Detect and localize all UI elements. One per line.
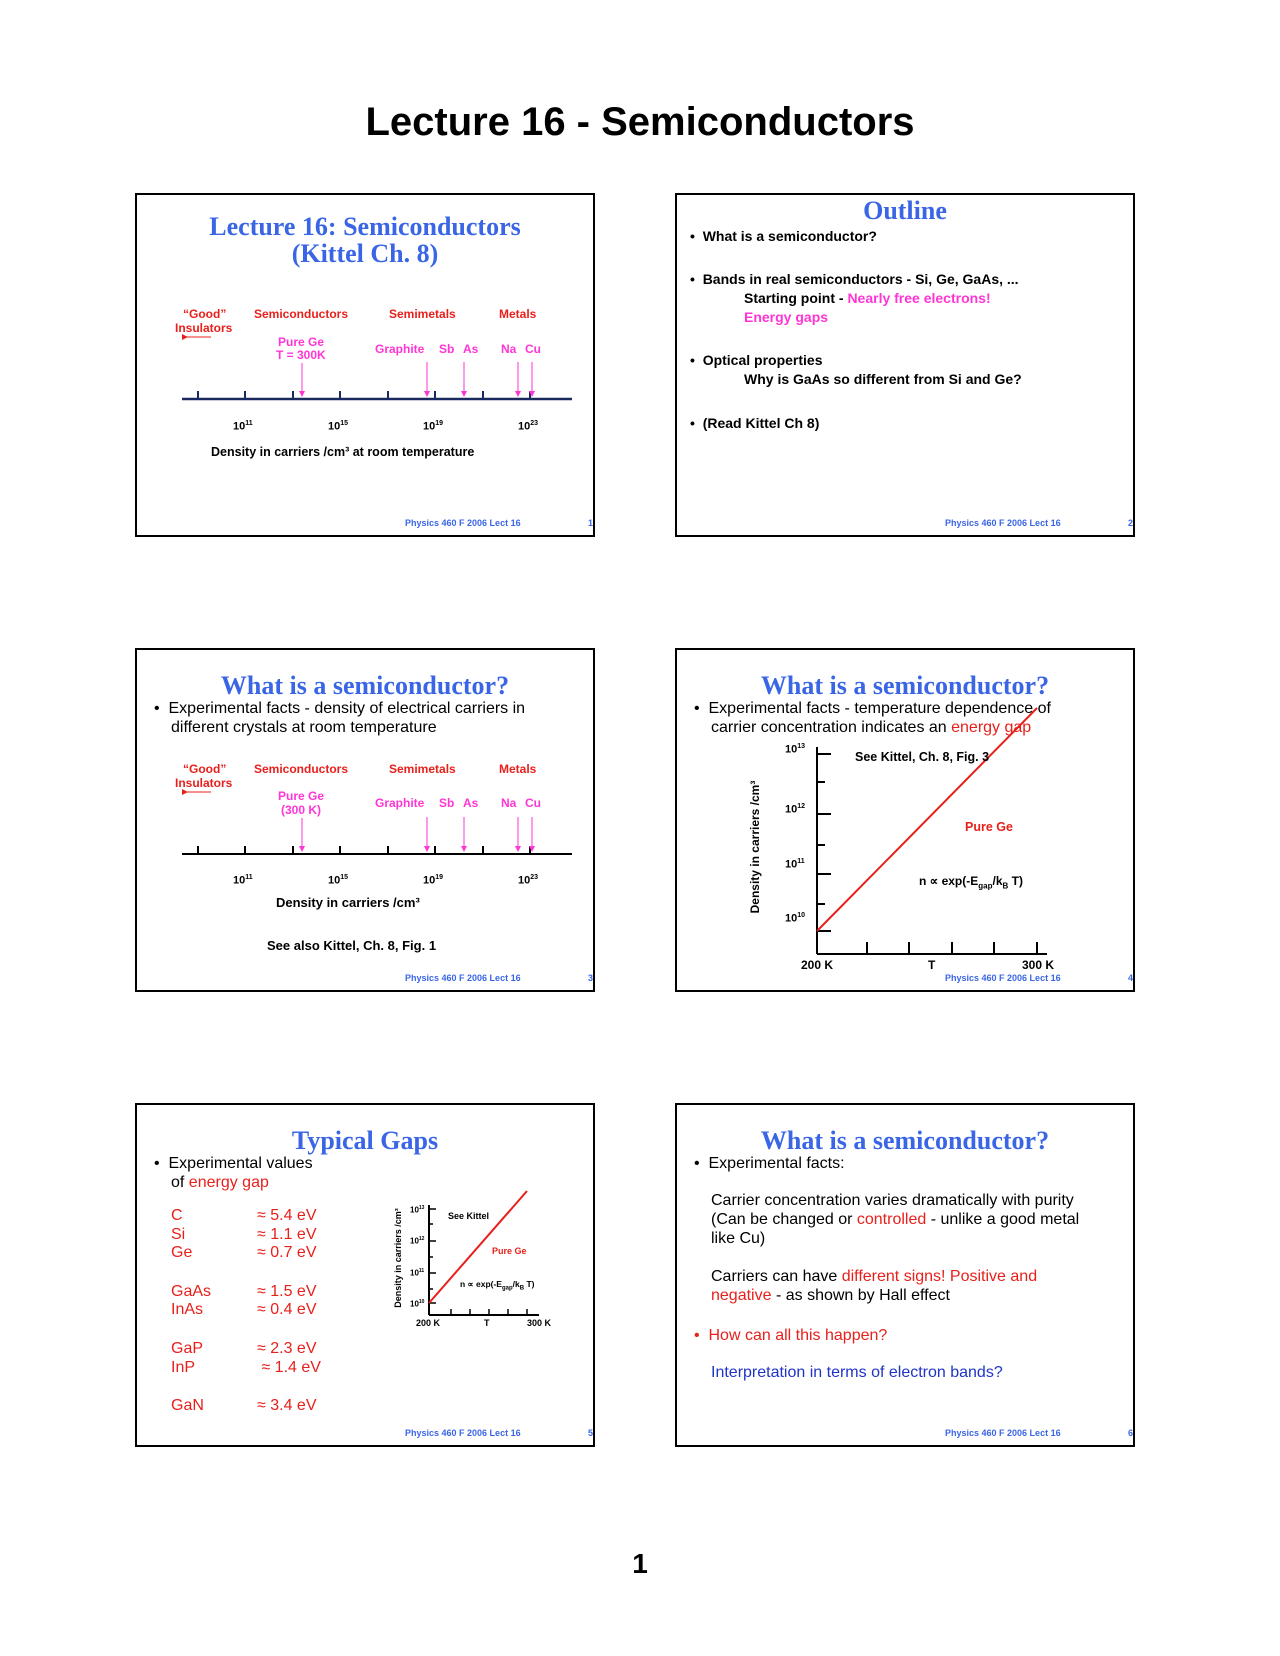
bullet-2: • How can all this happen?	[694, 1327, 888, 1344]
formula-label: $n \propto \exp(-E_{gap}/k_B$ T)	[919, 874, 1023, 891]
para-1-line3: like Cu)	[711, 1230, 766, 1247]
label-semimetals: Semimetals	[389, 307, 456, 321]
density-scale-diagram	[137, 195, 597, 425]
density-scale-diagram	[137, 650, 597, 880]
gap-material-name: GaP	[171, 1340, 204, 1357]
slide-footer: Physics 460 F 2006 Lect 16	[945, 973, 1061, 983]
label-sb: Sb	[439, 796, 455, 810]
label-as: As	[463, 796, 479, 810]
slide-5	[135, 1103, 595, 1447]
mini-x-mid: T	[484, 1318, 490, 1328]
slide-title: What is a semiconductor?	[760, 1126, 1050, 1155]
slide-number: 4	[1128, 973, 1134, 983]
bullet-2-sub2: Energy gaps	[744, 309, 829, 325]
gap-value: ≈ 3.4 eV	[257, 1397, 317, 1414]
gap-material-name: GaAs	[171, 1283, 212, 1300]
slide-number: 6	[1128, 1428, 1134, 1438]
para-1-line1: Carrier concentration varies dramatically with purity	[711, 1192, 1074, 1209]
slide-footer: Physics 460 F 2006 Lect 16	[945, 1428, 1061, 1438]
bullet-3: • Optical properties	[690, 352, 823, 368]
gap-value: ≈ 5.4 eV	[257, 1207, 317, 1224]
mini-y-tick-1e10: $10^{10}$	[410, 1299, 425, 1309]
mini-y-axis-label: Density in carriers /cm³	[393, 1208, 403, 1308]
mini-y-tick-1e12: $10^{12}$	[410, 1236, 425, 1246]
para-2-line1: Carriers can have different signs! Positive and	[711, 1268, 1038, 1285]
label-good: “Good”	[183, 307, 227, 321]
slide-title: Typical Gaps	[291, 1126, 439, 1155]
gap-value: ≈ 0.4 eV	[257, 1301, 317, 1318]
mini-series-label: Pure Ge	[492, 1246, 527, 1256]
mini-see-kittel: See Kittel	[448, 1211, 490, 1221]
slide-footer: Physics 460 F 2006 Lect 16	[405, 1428, 521, 1438]
label-pure-ge: Pure Ge	[278, 335, 325, 349]
bullet-4: • (Read Kittel Ch 8)	[690, 415, 820, 431]
slide-subtitle: (Kittel Ch. 8)	[291, 239, 439, 268]
bullet-1-line2: of energy gap	[171, 1174, 269, 1191]
para-1-line2: (Can be changed or controlled - unlike a good metal	[711, 1211, 1080, 1228]
gap-value: ≈ 1.4 eV	[257, 1359, 321, 1376]
para-3: Interpretation in terms of electron bands?	[711, 1364, 1003, 1381]
gap-material-name: Ge	[171, 1244, 193, 1261]
temperature-dependence-graph	[677, 650, 1137, 994]
page-title: Lecture 16 - Semiconductors	[365, 100, 915, 144]
slide-number: 3	[588, 973, 594, 983]
label-semiconductors: Semiconductors	[254, 762, 349, 776]
label-pure-ge-temp: T = 300K	[276, 348, 326, 362]
y-tick-label-1e13: $10^{13}$	[785, 743, 806, 756]
gap-material-name: C	[171, 1207, 183, 1224]
bullet-1-line2: carrier concentration indicates an energy gap	[711, 719, 1032, 736]
tick-label-1e23: $10^{23}$	[518, 420, 539, 433]
label-semimetals: Semimetals	[389, 762, 456, 776]
x-tick-label-200k: 200 K	[801, 958, 834, 972]
label-good: “Good”	[183, 762, 227, 776]
gap-value: ≈ 1.1 eV	[257, 1226, 317, 1243]
slide-footer: Physics 460 F 2006 Lect 16	[405, 973, 521, 983]
slide-6	[675, 1103, 1135, 1447]
gap-material-name: InAs	[171, 1301, 204, 1318]
mini-x-right: 300 K	[527, 1318, 552, 1328]
slide-title: Outline	[863, 196, 947, 225]
mini-y-tick-1e11: $10^{11}$	[410, 1268, 425, 1278]
label-na: Na	[501, 796, 517, 810]
label-semiconductors: Semiconductors	[254, 307, 349, 321]
axis-label: Density in carriers /cm³ at room temperature	[211, 445, 475, 459]
bullet-3-sub: Why is GaAs so different from Si and Ge?	[744, 371, 1022, 387]
x-axis-label: T	[928, 958, 936, 972]
y-tick-label-1e11: $10^{11}$	[785, 858, 805, 871]
bullet-2-sub: Starting point - Nearly free electrons!	[744, 290, 991, 306]
tick-label-1e15: $10^{15}$	[328, 420, 349, 433]
bullet-1-line1: • Experimental values	[154, 1155, 313, 1172]
tick-label-1e11: $10^{11}$	[233, 420, 253, 433]
gap-material-name: GaN	[171, 1397, 204, 1414]
slide-number: 5	[588, 1428, 594, 1438]
bullet-1-line1: • Experimental facts - density of electrical carriers in	[154, 700, 526, 717]
gap-material-name: Si	[171, 1226, 186, 1243]
slide-footer: Physics 460 F 2006 Lect 16	[405, 518, 521, 528]
y-tick-label-1e12: $10^{12}$	[785, 803, 806, 816]
slide-3	[135, 648, 595, 992]
bullet-1-line1: • Experimental facts - temperature dependence of	[694, 700, 1051, 717]
gap-value: ≈ 1.5 eV	[257, 1283, 317, 1300]
mini-temperature-graph	[137, 1105, 597, 1449]
bullet-1-line2: different crystals at room temperature	[171, 719, 437, 736]
label-pure-ge-temp: (300 K)	[281, 803, 322, 817]
label-sb: Sb	[439, 342, 455, 356]
label-graphite: Graphite	[375, 796, 425, 810]
tick-label-1e19: $10^{19}$	[423, 874, 444, 887]
label-metals: Metals	[499, 762, 537, 776]
label-cu: Cu	[525, 342, 541, 356]
tick-label-1e23: $10^{23}$	[518, 874, 539, 887]
see-kittel-note: See Kittel, Ch. 8, Fig. 3	[855, 750, 990, 764]
para-2-line2: negative - as shown by Hall effect	[711, 1287, 950, 1304]
slide-number: 1	[588, 518, 594, 528]
slide-title: What is a semiconductor?	[760, 671, 1050, 700]
slide-number: 2	[1128, 518, 1134, 528]
label-as: As	[463, 342, 479, 356]
y-tick-label-1e10: $10^{10}$	[785, 912, 806, 925]
mini-formula: $n \propto \exp(-E_{gap}/k_B$ T)	[460, 1279, 535, 1292]
axis-label: Density in carriers /cm³	[276, 895, 420, 910]
gap-value: ≈ 2.3 eV	[257, 1340, 317, 1357]
page-number: 1	[632, 1548, 648, 1579]
slide-2	[675, 193, 1135, 537]
tick-label-1e19: $10^{19}$	[423, 420, 444, 433]
tick-label-1e11: $10^{11}$	[233, 874, 253, 887]
gap-value: ≈ 0.7 eV	[257, 1244, 317, 1261]
slide-4	[675, 648, 1135, 992]
label-pure-ge: Pure Ge	[278, 789, 325, 803]
bullet-1: • What is a semiconductor?	[690, 228, 877, 244]
gap-material-name: InP	[171, 1359, 196, 1376]
label-cu: Cu	[525, 796, 541, 810]
slide-1	[135, 193, 595, 537]
label-graphite: Graphite	[375, 342, 425, 356]
label-metals: Metals	[499, 307, 537, 321]
series-label-pure-ge: Pure Ge	[965, 820, 1013, 834]
mini-x-left: 200 K	[416, 1318, 441, 1328]
tick-label-1e15: $10^{15}$	[328, 874, 349, 887]
label-insulators: Insulators	[175, 776, 233, 790]
slide-footer: Physics 460 F 2006 Lect 16	[945, 518, 1061, 528]
slide-title: Lecture 16: Semiconductors	[209, 212, 521, 241]
mini-y-tick-1e13: $10^{13}$	[410, 1205, 425, 1215]
label-na: Na	[501, 342, 517, 356]
slide-title: What is a semiconductor?	[220, 671, 510, 700]
y-axis-label: Density in carriers /cm³	[748, 780, 762, 914]
bullet-1: • Experimental facts:	[694, 1155, 845, 1172]
label-insulators: Insulators	[175, 321, 233, 335]
see-also-note: See also Kittel, Ch. 8, Fig. 1	[267, 938, 437, 953]
bullet-2: • Bands in real semiconductors - Si, Ge, GaAs, ...	[690, 271, 1019, 287]
x-tick-label-300k: 300 K	[1022, 958, 1055, 972]
